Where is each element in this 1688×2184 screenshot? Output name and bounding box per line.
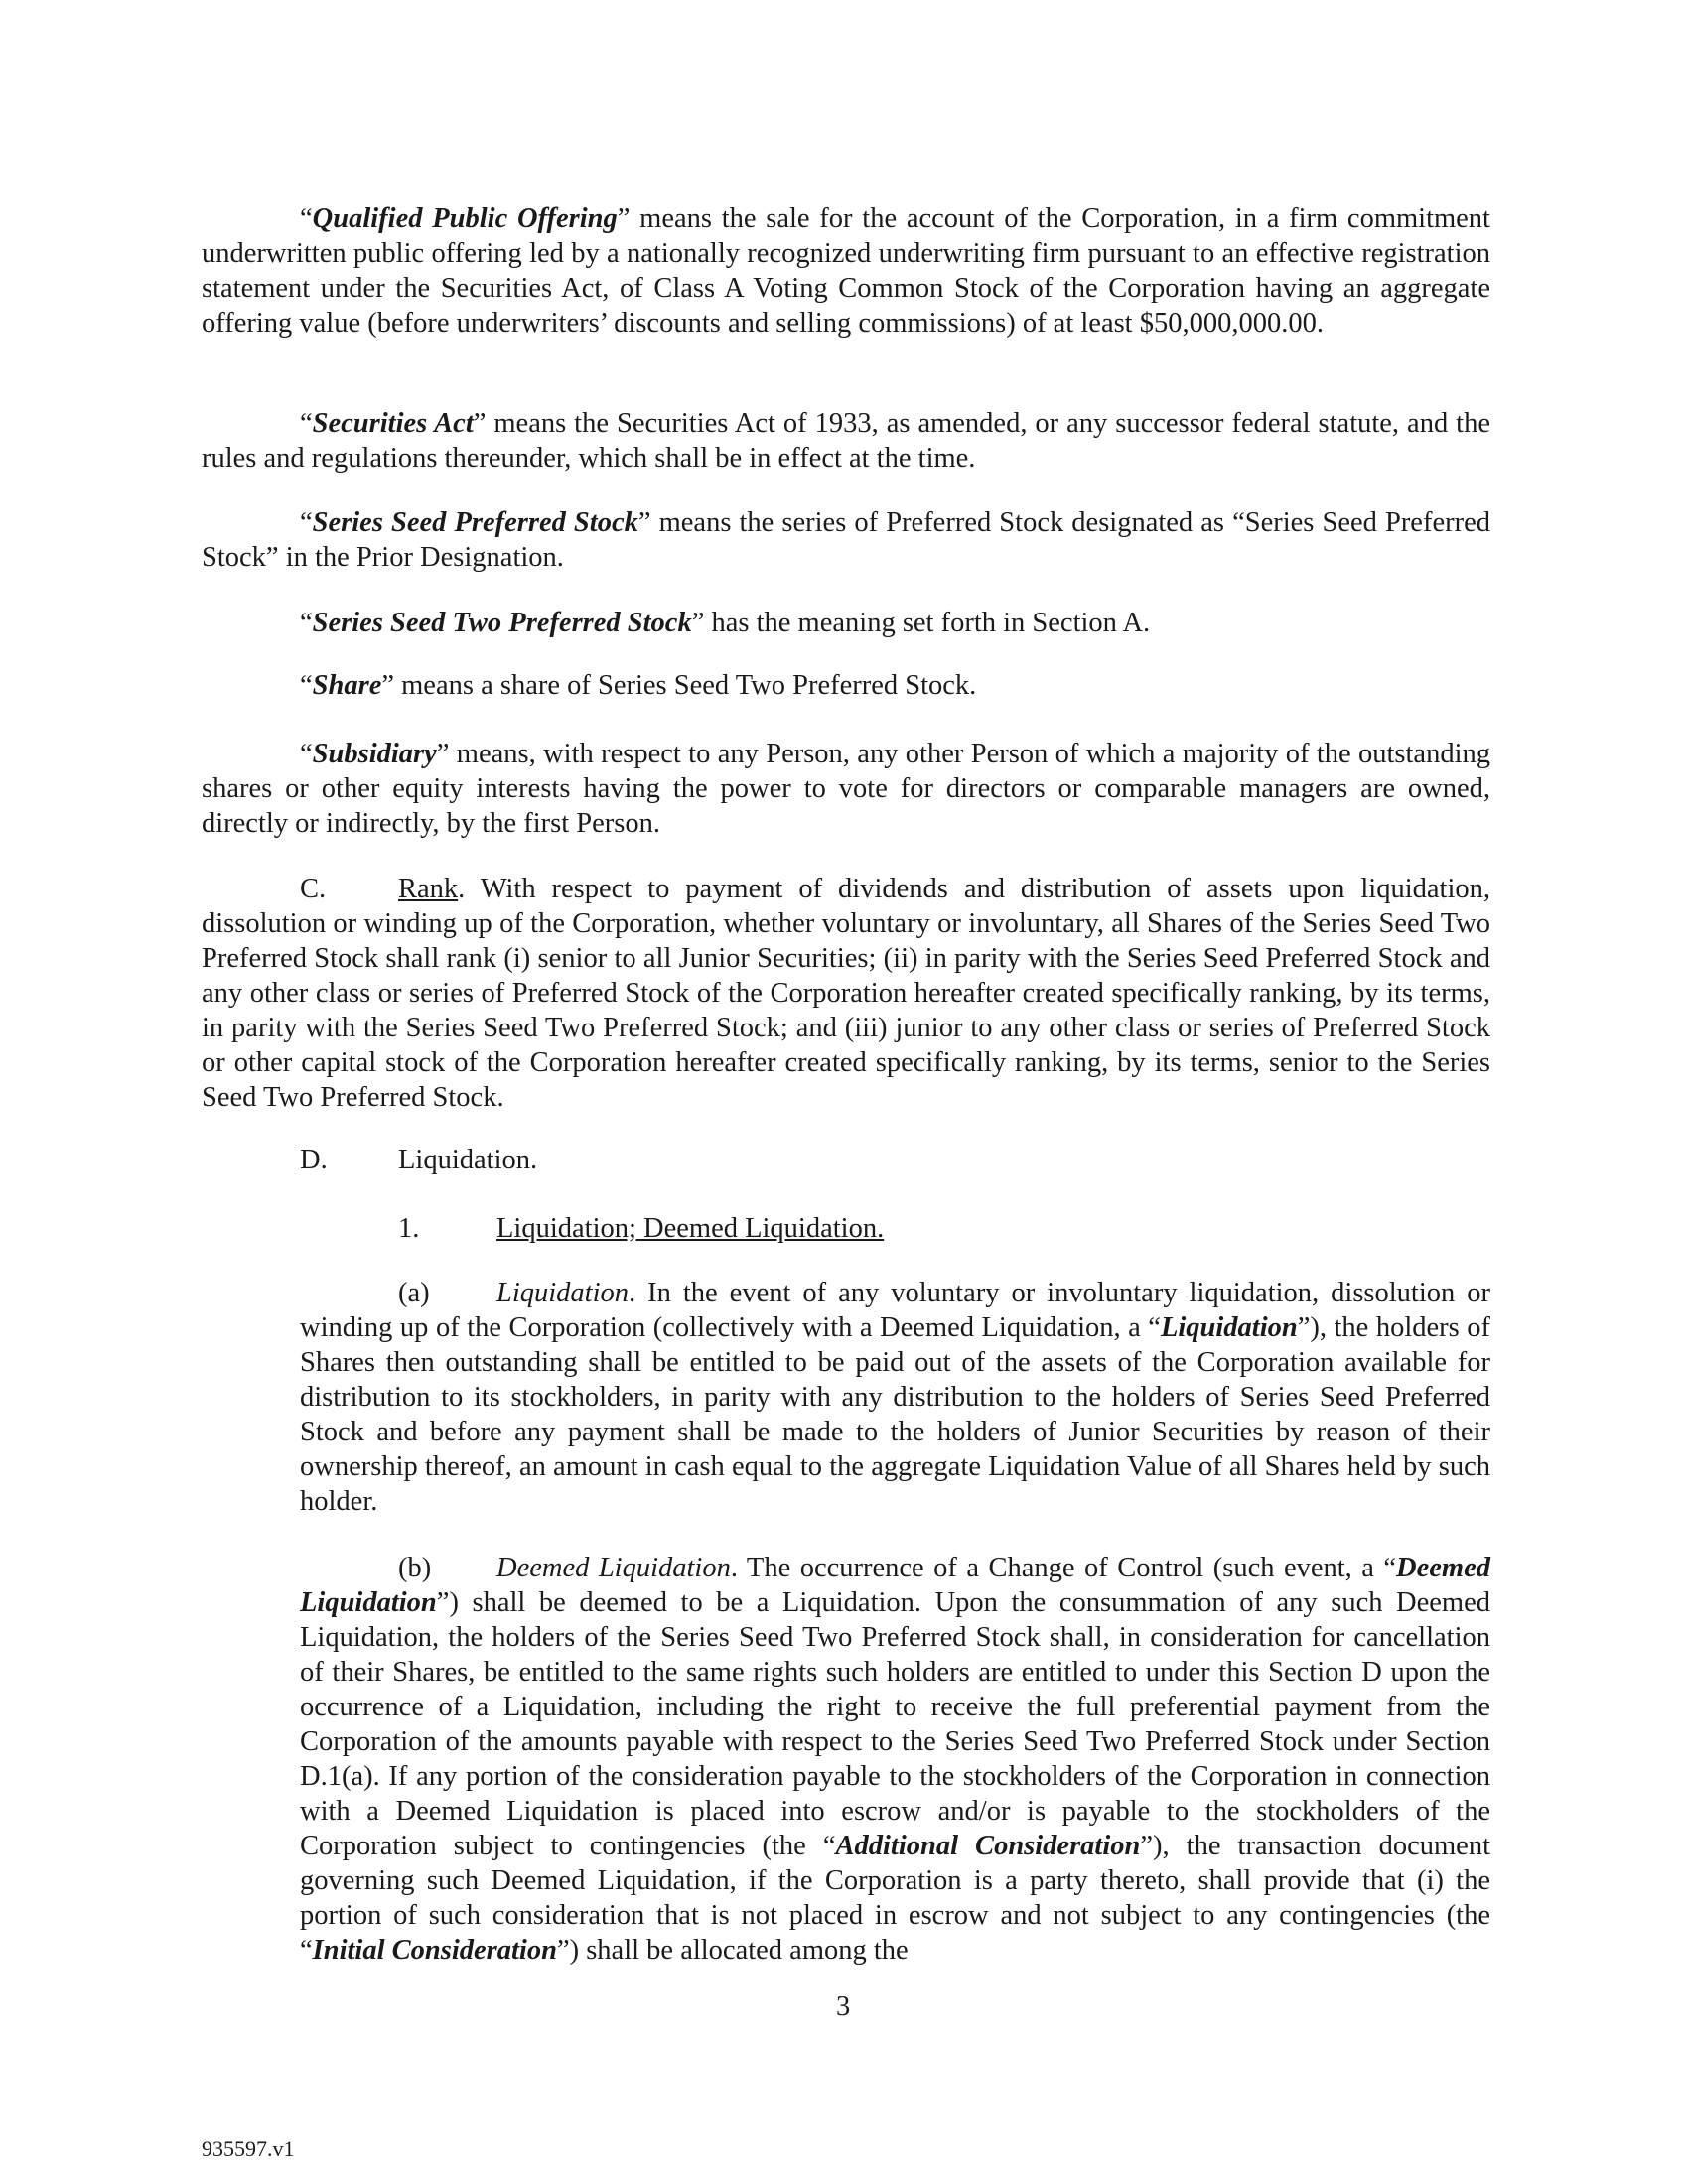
defined-term: Additional Consideration [835,1831,1141,1861]
defined-term: Series Seed Preferred Stock [312,507,638,538]
defined-term: Series Seed Two Preferred Stock [312,608,692,638]
definition-securities-act: “Securities Act” means the Securities Act of 1933, as amended, or any successor federal statute, and the rules and regulations thereunder, which shall be in effect at the time. [202,408,1490,474]
document-id: 935597.v1 [202,2136,295,2161]
definition-qualified-public-offering: “Qualified Public Offering” means the sale for the account of the Corporation, in a firm commitment underwritten public offering led by a nationally recognized underwriting firm pursuant to an effective registration statement under the Securities Act, of Class A Voting Common Stock of the Corporation having an aggregate offering value (before underwriters’ discounts and selling commissions) of at least $50,000,000.00. [202,204,1490,339]
defined-term: Initial Consideration [312,1935,557,1966]
section-label: 1. [398,1213,420,1244]
section-label: (b) [398,1553,432,1583]
defined-term: Deemed Liquidation [300,1553,1490,1618]
definition-series-seed-two-preferred-stock: “Series Seed Two Preferred Stock” has the meaning set forth in Section A. [300,608,1151,638]
paragraph-b-deemed-liquidation: (b) Deemed Liquidation. The occurrence of a Change of Control (such event, a “Deemed Liquidation”) shall be deemed to be a Liquidation. Upon the consummation of any such Deemed Liquidation, the holders of the Series Seed Two Preferred Stock shall, in consideration for cancellation of their Shares, be entitled to the same rights such holders are entitled to under this Section D upon the occurrence of a Liquidation, including the right to receive the full preferential payment from the Corporation of the amounts payable with respect to the Series Seed Two Preferred Stock under Section D.1(a). If any portion of the consideration payable to the stockholders of the Corporation in connection with a Deemed Liquidation is placed into escrow and/or is payable to the stockholders of the Corporation subject to contingencies (the “Additional Consideration”), the transaction document governing such Deemed Liquidation, if the Corporation is a party thereto, shall provide that (i) the portion of such consideration that is not placed in escrow and not subject to any contingencies (the “Initial Consideration”) shall be allocated among the [300,1553,1490,1966]
defined-term: Securities Act [312,408,474,439]
section-c-rank: C. Rank. With respect to payment of dividends and distribution of assets upon liquidation, dissolution or winding up of the Corporation, whether voluntary or involuntary, all Shares of the Series Seed Two Preferred Stock shall rank (i) senior to all Junior Securities; (ii) in parity with the Series Seed Preferred Stock and any other class or series of Preferred Stock of the Corporation hereafter created specifically ranking, by its terms, in parity with the Series Seed Two Preferred Stock; and (iii) junior to any other class or series of Preferred Stock or other capital stock of the Corporation hereafter created specifically ranking, by its terms, senior to the Series Seed Two Preferred Stock. [202,874,1490,1113]
page-number: 3 [836,1991,851,2022]
defined-term: Share [312,670,382,701]
section-label: D. [300,1145,328,1175]
defined-term: Qualified Public Offering [312,204,618,234]
definition-subsidiary: “Subsidiary” means, with respect to any Person, any other Person of which a majority of the outstanding shares or other equity interests having the power to vote for directors or comparable managers are owned, directly or indirectly, by the first Person. [202,739,1490,839]
section-heading: Rank [398,874,459,904]
section-label: C. [300,874,327,904]
subsection-1-heading: 1. Liquidation; Deemed Liquidation. [398,1213,885,1244]
defined-term: Subsidiary [312,739,437,769]
definition-series-seed-preferred-stock: “Series Seed Preferred Stock” means the series of Preferred Stock designated as “Series Seed Preferred Stock” in the Prior Designation. [202,507,1490,573]
definition-share: “Share” means a share of Series Seed Two Preferred Stock. [300,670,977,701]
section-label: (a) [398,1278,430,1308]
paragraph-a-liquidation: (a) Liquidation. In the event of any voluntary or involuntary liquidation, dissolution or winding up of the Corporation (collectively with a Deemed Liquidation, a “Liquidation”), the holders of Shares then outstanding shall be entitled to be paid out of the assets of the Corporation available for distribution to its stockholders, in parity with any distribution to the holders of Series Seed Preferred Stock and before any payment shall be made to the holders of Junior Securities by reason of their ownership thereof, an amount in cash equal to the aggregate Liquidation Value of all Shares held by such holder. [300,1278,1490,1517]
section-d-heading: D. Liquidation. [300,1145,538,1175]
defined-term: Liquidation [1160,1312,1298,1343]
